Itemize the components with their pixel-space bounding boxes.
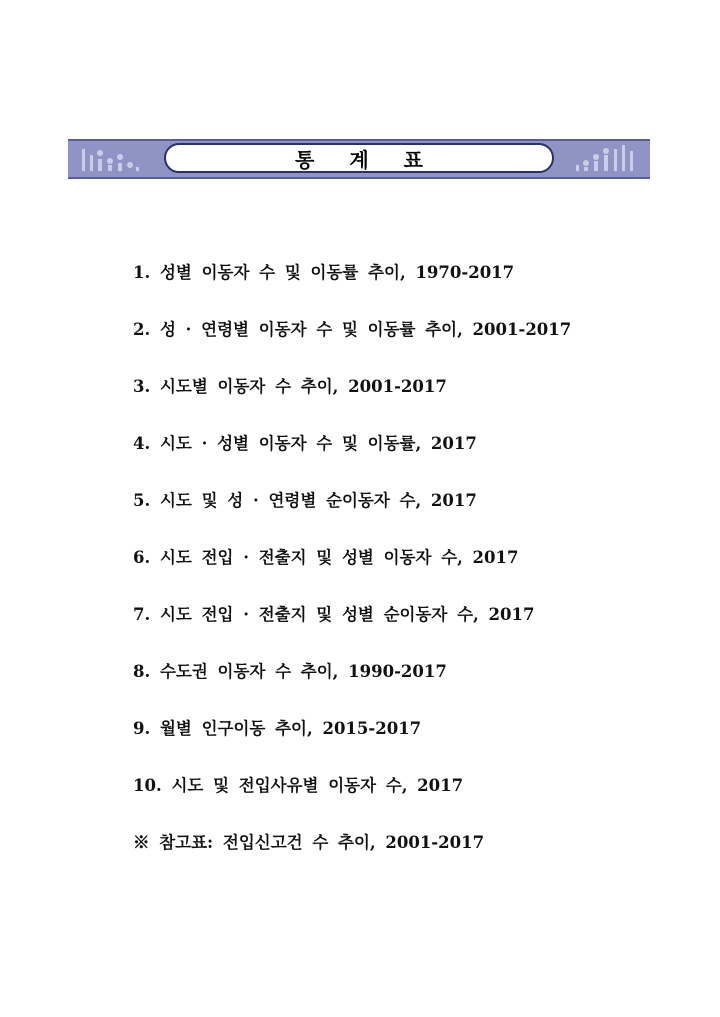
list-item: 7. 시도 전입 · 전출지 및 성별 순이동자 수, 2017 [133, 605, 535, 624]
title-pill [164, 143, 554, 173]
reference-table-item: ※ 참고표: 전입신고건 수 추이, 2001-2017 [133, 833, 485, 852]
list-item: 2. 성 · 연령별 이동자 수 및 이동률 추이, 2001-2017 [133, 320, 572, 339]
list-item: 1. 성별 이동자 수 및 이동률 추이, 1970-2017 [133, 263, 515, 282]
title-banner [68, 139, 650, 179]
list-item: 9. 월별 인구이동 추이, 2015-2017 [133, 719, 422, 738]
list-item: 4. 시도 · 성별 이동자 수 및 이동률, 2017 [133, 434, 477, 453]
table-of-contents [133, 256, 571, 883]
decorative-pattern-icon [554, 141, 644, 177]
list-item: 6. 시도 전입 · 전출지 및 성별 이동자 수, 2017 [133, 548, 519, 567]
list-item: 8. 수도권 이동자 수 추이, 1990-2017 [133, 662, 447, 681]
page-title: 통 계 표 [295, 147, 437, 172]
list-item: 10. 시도 및 전입사유별 이동자 수, 2017 [133, 776, 464, 795]
list-item: 3. 시도별 이동자 수 추이, 2001-2017 [133, 377, 447, 396]
list-item: 5. 시도 및 성 · 연령별 순이동자 수, 2017 [133, 491, 477, 510]
decorative-pattern-icon [74, 141, 164, 177]
